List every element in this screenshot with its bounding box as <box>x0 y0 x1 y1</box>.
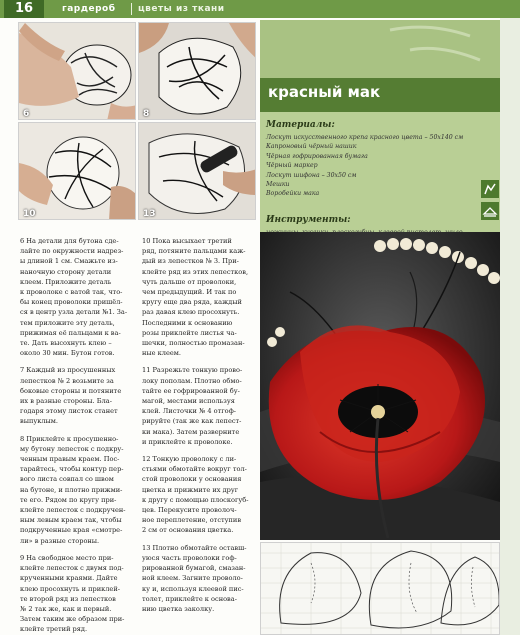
section-title: гардероб <box>62 4 116 14</box>
tools-heading: Инструменты: <box>266 215 351 225</box>
pattern-drawing <box>261 543 500 635</box>
photo-number: 6 <box>23 109 30 119</box>
poppy-image <box>260 232 500 540</box>
material-item: Лоскут шифона – 30х50 см <box>266 171 357 179</box>
header-bar <box>0 0 520 18</box>
step-12: 12 Тонкую проволоку с ли- стьями обмотайте вокруг тол- стой проволоки у основания цветка и прижмите их друг к другу с помощью плоскогуб- цев. Перекусите проволоч- ное переплетение, отступив 2 см от основания цветка. <box>142 455 249 535</box>
topic-title: цветы из ткани <box>138 4 225 14</box>
photo-6-image <box>19 23 136 120</box>
material-item: Чёрный маркер <box>266 162 318 170</box>
instructions-column-2 <box>142 236 258 621</box>
step-11: 11 Разрежьте тонкую прово- локу пополам. Плотно обмо- тайте ее гофрированной бу- магой, местами используя клей. Листочки № 4 отгоф- рируйте (так же как лепест- ки мака). Затем разверните и приклейте к проволоке. <box>142 366 243 446</box>
materials-list <box>266 133 498 199</box>
panel-pattern <box>260 20 500 78</box>
material-item: Воробейки мака <box>266 190 320 198</box>
project-title: красный мак <box>268 83 381 101</box>
photo-8-image <box>139 23 256 120</box>
step-6: 6 На детали для бутона сде- лайте по окружности надрез- ы длиной 1 см. Смажьте из- наночную сторону детали клеем. Приложите деталь к проволоке с ватой так, что- бы конец проволоки пришёл- ся в центр узла детали №1. За- тем приложите эту деталь, прижимая её пальцами к ва- те. Дать высохнуть клею – около 30 мин. Бутон готов. <box>20 237 128 358</box>
photo-number: 13 <box>143 209 156 219</box>
step-photo-8 <box>138 22 256 120</box>
step-photo-6 <box>18 22 136 120</box>
materials-panel <box>260 20 500 240</box>
material-item: Чёрная гофрированная бумага <box>266 152 368 160</box>
material-item: Мешки <box>266 181 290 189</box>
page-number: 16 <box>4 0 44 18</box>
step-8: 8 Приклейте к просушенно- му бутону лепесток с подкру- ченным правым краем. Пос- тарайтесь, чтобы контур пер- вого листа совпал со швом на бутоне, и плотно прижми- те его. Рядом по кругу при- клейте лепесток с подкручен- ным левым краем так, чтобы подкрученные края «смотре- ли» в разные стороны. <box>20 434 126 545</box>
step-13: 13 Плотно обмотайте оставш- уюся часть проволоки гоф- рированной бумагой, смазан- ной клеем. Загните проволо- ку и, используя клеевой пис- толет, приклейте к основа- нию цветка заколку. <box>142 543 247 613</box>
time-icon <box>481 202 499 220</box>
photo-number: 8 <box>143 109 150 119</box>
step-9: 9 На свободное место при- клейте лепесток с двумя под- крученными краями. Дайте клею просохнуть и приклей- те второй ряд из лепестков № 2 так же, как и первый. Затем таким же образом при- клейте третий ряд. <box>20 553 125 634</box>
material-item: Капроновый чёрный нашик <box>266 143 357 151</box>
step-photo-10 <box>18 122 136 220</box>
poppy-photo <box>260 232 500 540</box>
step-7: 7 Каждый из просушенных лепестков № 2 возьмите за боковые стороны и потяните их в разные стороны. Бла- годаря этому листок станет выпуклым. <box>20 366 122 426</box>
petal-pattern <box>260 542 500 635</box>
page-edge-strip <box>500 18 520 635</box>
step-photo-13 <box>138 122 256 220</box>
photo-13-image <box>139 123 256 220</box>
header-divider <box>131 3 132 15</box>
step-10: 10 Пока высыхает третий ряд, потяните пальцами каж- дый из лепестков № 3. При- клейте ряд из этих лепестков, чуть дальше от проволоки, чем предыдущий. И так по кругу еще два ряда, каждый раз давая клею просохнуть. Последними к основанию розы приклейте листья ча- шечки, полностью промазан- ные клеем. <box>142 237 249 358</box>
photo-10-image <box>19 123 136 220</box>
instructions-column-1 <box>20 236 138 635</box>
materials-heading: Материалы: <box>266 120 335 130</box>
photo-number: 10 <box>23 209 36 219</box>
difficulty-icon <box>481 180 499 198</box>
material-item: Лоскут искусственного крепа красного цвета – 50х140 см <box>266 134 464 141</box>
